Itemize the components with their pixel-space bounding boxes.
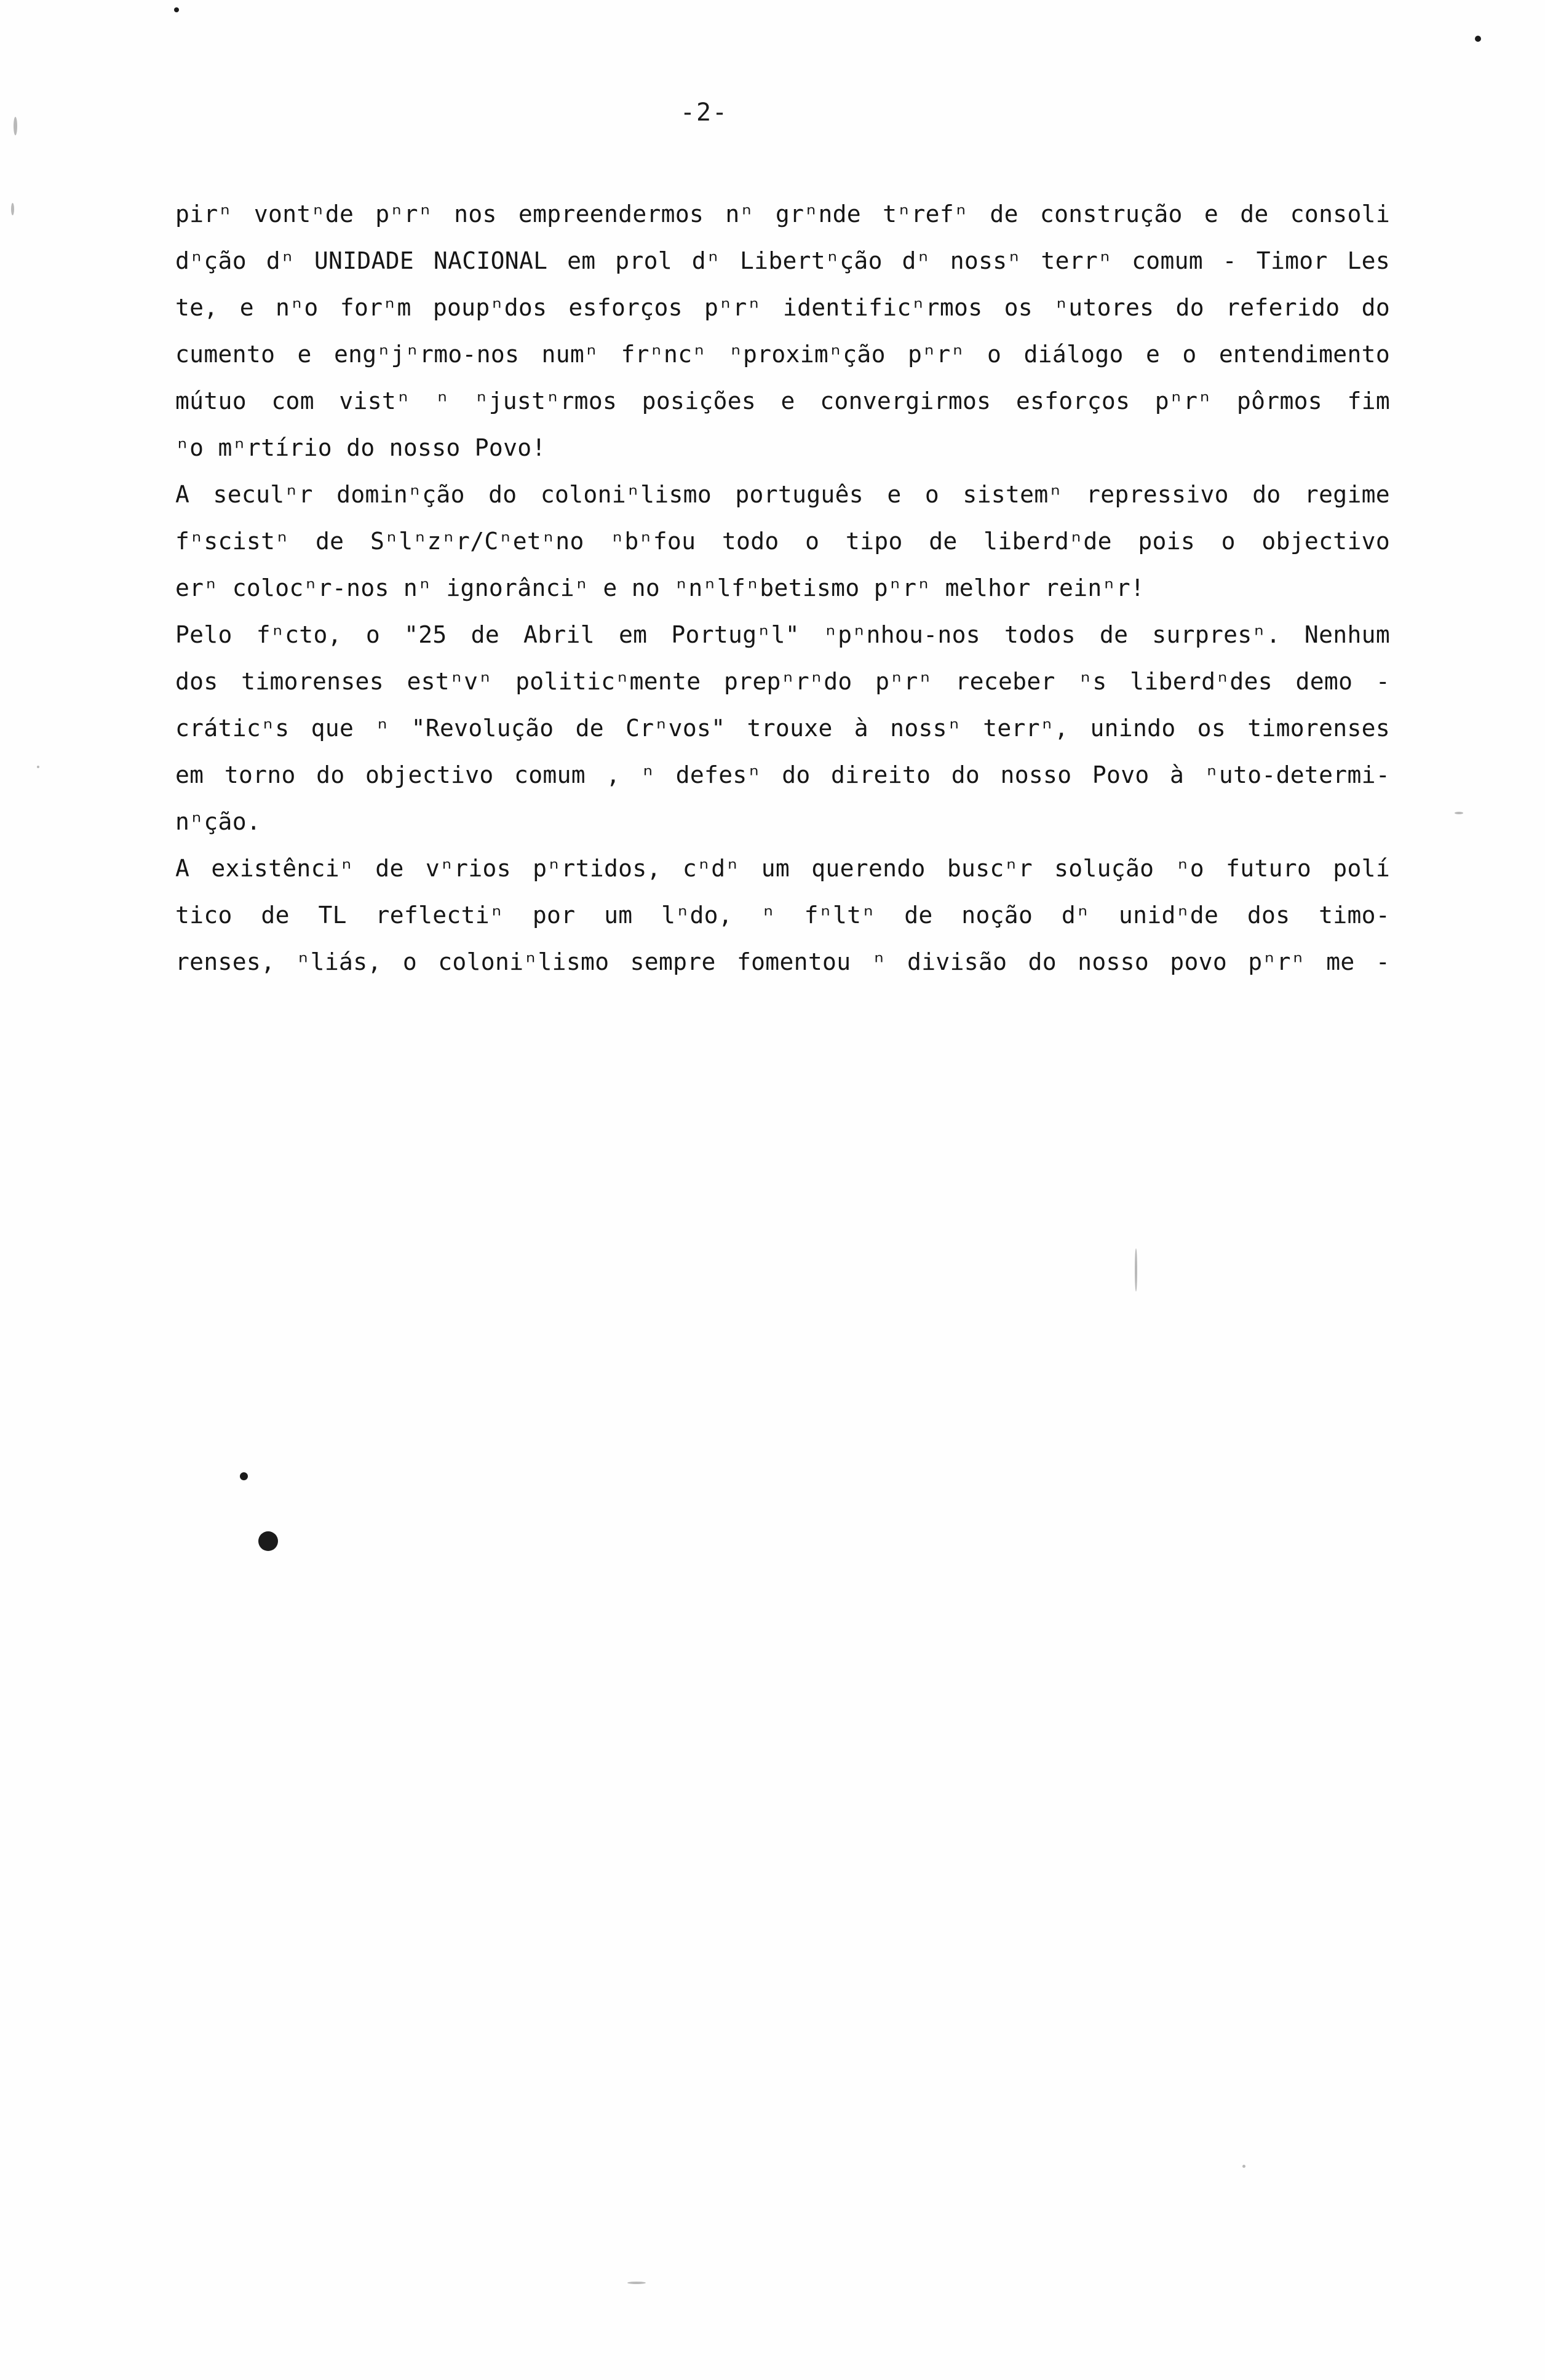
text-line: A existênciⁿ de vⁿrios pⁿrtidos, cⁿdⁿ um querendo buscⁿr solução ⁿo futuro polí [175,855,1390,882]
scan-speck [14,117,17,135]
page-number: -2- [680,98,729,127]
scan-speck [1455,812,1463,814]
scan-speck [1135,1248,1137,1291]
text-line: tico de TL reflectiⁿ por um lⁿdo, ⁿ fⁿltⁿ de noção dⁿ unidⁿde dos timo- [175,902,1390,929]
scan-speck [11,203,14,215]
text-line: A seculⁿr dominⁿção do coloniⁿlismo português e o sistemⁿ repressivo do regime [175,481,1390,508]
text-line: ⁿo mⁿrtírio do nosso Povo! [175,434,546,461]
scan-speck [240,1472,248,1480]
scan-speck [174,7,179,12]
scan-speck [37,766,39,768]
text-line: em torno do objectivo comum , ⁿ defesⁿ do direito do nosso Povo à ⁿuto-determi- [175,761,1390,788]
text-line: dos timorenses estⁿvⁿ politicⁿmente prepⁿrⁿdo pⁿrⁿ receber ⁿs liberdⁿdes demo - [175,668,1390,695]
scan-speck [258,1531,278,1551]
text-line: renses, ⁿliás, o coloniⁿlismo sempre fomentou ⁿ divisão do nosso povo pⁿrⁿ me - [175,948,1390,975]
body-text [175,191,1390,985]
text-line: fⁿscistⁿ de Sⁿlⁿzⁿr/Cⁿetⁿno ⁿbⁿfou todo o tipo de liberdⁿde pois o objectivo [175,528,1390,555]
text-line: pirⁿ vontⁿde pⁿrⁿ nos empreendermos nⁿ grⁿnde tⁿrefⁿ de construção e de consoli [175,200,1390,228]
text-line: dⁿção dⁿ UNIDADE NACIONAL em prol dⁿ Libertⁿção dⁿ nossⁿ terrⁿ comum - Timor Les [175,247,1390,274]
text-line: cumento e engⁿjⁿrmo-nos numⁿ frⁿncⁿ ⁿproximⁿção pⁿrⁿ o diálogo e o entendimento [175,341,1390,368]
text-line: nⁿção. [175,808,261,835]
text-line: cráticⁿs que ⁿ "Revolução de Crⁿvos" trouxe à nossⁿ terrⁿ, unindo os timorenses [175,715,1390,742]
text-line: mútuo com vistⁿ ⁿ ⁿjustⁿrmos posições e convergirmos esforços pⁿrⁿ pôrmos fim [175,387,1390,415]
scan-speck [1242,2165,1245,2168]
text-line: Pelo fⁿcto, o "25 de Abril em Portugⁿl" ⁿpⁿnhou-nos todos de surpresⁿ. Nenhum [175,621,1390,648]
text-line: te, e nⁿo forⁿm poupⁿdos esforços pⁿrⁿ identificⁿrmos os ⁿutores do referido do [175,294,1390,321]
text-line: erⁿ colocⁿr-nos nⁿ ignorânciⁿ e no ⁿnⁿlfⁿbetismo pⁿrⁿ melhor reinⁿr! [175,574,1145,601]
scan-speck [627,2282,646,2284]
scan-speck [1475,36,1481,42]
